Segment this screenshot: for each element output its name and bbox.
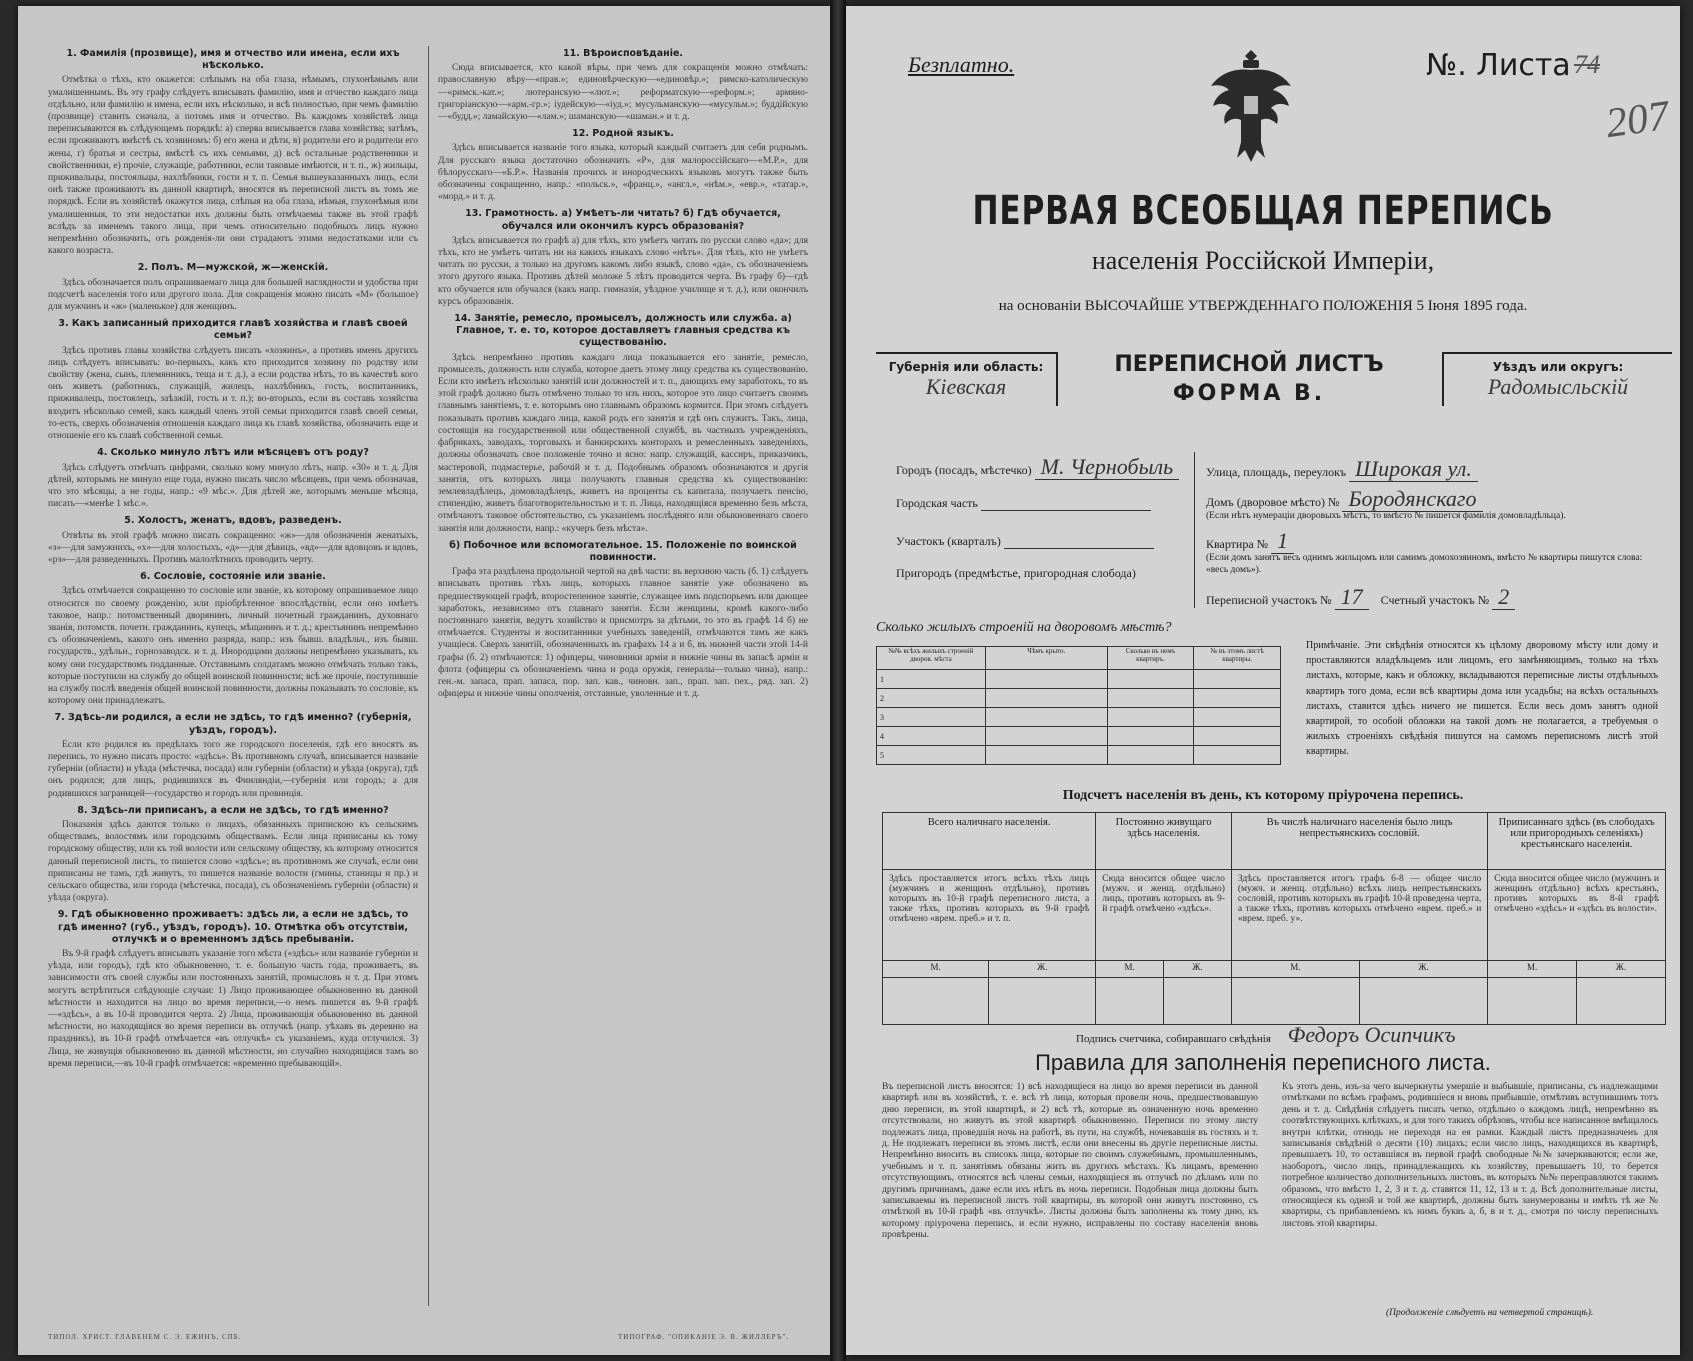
section-heading: 12. Родной языкъ. — [572, 128, 674, 140]
section-heading: б) Побочное или вспомогательное. 15. Положеніе по воинской повинности. — [449, 539, 797, 563]
table-row — [877, 708, 1281, 727]
section-text: Здѣсь вписывается названіе того языка, который каждый считаетъ для себя роднымъ. Для русскаго языка достаточно обозначить «Р», для малороссійскаго—«М.Р.», для бѣлорусскаго—«Б.Р.». Названія прочихъ и инородческихъ языковъ могутъ также быть обозначены сокращенно, напр.: «польск.», «франц.», «англ.», «нѣм.», «евр.», «татар.», «морд.» и т. д. — [438, 143, 808, 203]
house-note: (Если нѣтъ нумераціи дворовыхъ мѣстъ, то вмѣсто № пишется фамилія домовладѣльца). — [1206, 511, 1566, 521]
free-label: Безплатно. — [908, 52, 1015, 77]
section-text: Здѣсь непремѣнно противъ каждаго лица показывается его занятіе, ремесло, промыселъ, должность или служба, которое даетъ этому лицу средства къ существованію. Если кто имѣетъ нѣсколько занятій или должностей и т. п., дающихъ ему заработокъ, то въ этой графѣ должно быть отмѣчено только то изъ нихъ, которое это лицо считаетъ своимъ главнымъ занятіемъ, т. е. которымъ оно главнымъ образомъ кормится. При этомъ слѣдуетъ показывать противъ каждаго лица, какой родъ его занятія и гдѣ онъ служитъ. Такъ, лица, состоящія на государственной или общественной службѣ, въ частныхъ учрежденіяхъ, фабрикахъ, заводахъ, торговыхъ и банкирскихъ конторахъ и ремесленныхъ заведеніяхъ, должны обозначать свое положеніе точно и ясно: напр. служащій, кассиръ, приказчикъ, мастеровой, подмастерье, рабочій и т. д. Подобнымъ образомъ обозначаются и другія занятія, отъ которыхъ лица получаютъ главныя средства къ существованію: землевладѣлецъ, домовладѣлецъ, живетъ на проценты съ капитала, получаетъ пенсію, стипендію, живетъ благотворительностью и т. п. Лица, находящіяся временно безъ мѣста, отмѣчаютъ таковое обстоятельство, съ указаніемъ послѣдняго или обыкновеннаго своего занятія или должности, напр.: «кучеръ безъ мѣста». — [438, 352, 808, 534]
section-text: Сюда вписывается, кто какой вѣры, при чемъ для сокращенія можно отмѣчать: православную вѣру—«прав.»; единовѣрческую—«единовѣр.»; римско-католическую—«римск.-кат.»; лютеранскую—«лют.»; реформатскую—«реформ.»; армяно-григоріанскую—«арм.-гр.»; іудейскую—«іуд.»; мусульманскую—«мусульм.»; буддійскую—«будд.»; ламайскую—«лам.»; шаманскую—«шаман.» и т. д. — [438, 63, 808, 123]
double-headed-eagle-icon — [1201, 46, 1301, 166]
count-col-desc: Здѣсь проставляется итогъ графъ 6-8 — общее число (мужч. и женщ. отдѣльно) всѣхъ лицъ непрестьянскихъ сословій, противъ которыхъ въ графѣ 10-й проведена черта, а также тѣхъ, противъ которыхъ отмѣчено «врем. преб.» и «врем. преб. у». — [1231, 870, 1487, 961]
section-text: Отвѣты въ этой графѣ можно писать сокращенно: «ж»—для обозначенія женатыхъ, «з»—для замужнихъ, «х»—для холостыхъ, «д»—для дѣвицъ, «вд»—для вдовцовъ и вдовъ, «рз»—для разведенныхъ. Противъ малолѣтнихъ проводить черту. — [48, 530, 418, 565]
row-number: 3 — [877, 708, 986, 727]
houses-col-header: № въ этомъ листѣ квартиры. — [1194, 647, 1281, 670]
section-heading: 11. Вѣроисповѣданіе. — [562, 48, 684, 59]
census-area-label: Переписной участокъ № — [1206, 593, 1332, 607]
street-value: Широкая ул. — [1349, 456, 1478, 482]
section-text: Здѣсь отмѣчается сокращенно то сословіе или званіе, къ которому опрашиваемое лицо относится по своему рожденію, или пріобрѣтенное впослѣдствіи, если оно имѣетъ таковое, напр.: потомственный дворянинъ, личный почетный гражданинъ, духовнаго званія, потомств. почетн. гражданинъ, купецъ, мѣщанинъ и т. д.; крестьянинъ непремѣнно съ обозначеніемъ, какого онъ именно разряда, напр.: изъ бывш. владѣльч., изъ бывш. государств., удѣльн., горнозаводск. и т. д. Инородцами должны непремѣнно указывать, къ кому они государствомъ подданные. Отставнымъ солдатамъ можно отмѣчать только такъ, которые поступили на службу до общей воинской повинности; всѣ же прочіе, поступившіе на службу послѣ введенія общей воинской повинности, должны показывать то сословіе, къ которому они принадлежатъ. — [48, 586, 418, 707]
form-header — [876, 352, 1670, 408]
city-part-field — [896, 496, 1151, 511]
count-col-header: Въ числѣ наличнаго населенія было лицъ непрестьянскихъ сословій. — [1231, 813, 1487, 870]
row-number: 1 — [877, 670, 986, 689]
province-value: Кіевская — [925, 374, 1007, 399]
census-area-value: 17 — [1335, 584, 1369, 610]
count-desc-row — [883, 870, 1666, 961]
suburb-field — [896, 566, 1136, 581]
district-label: Уѣздъ или округъ: — [1492, 360, 1624, 374]
section-text: Здѣсь слѣдуетъ отмѣчать цифрами, сколько кому минуло лѣтъ, напр. «30» и т. д. Для дѣтей, которымъ не минуло еще года, нужно писать число мѣсяцевъ, при чемъ обозначая, что это мѣсяцы, а не годы, напр.: «9 мѣс.». Для дѣтей же, которымъ меньше мѣсяца, писать—«менѣе 1 мѣс.». — [48, 462, 418, 510]
section-text: Здѣсь противъ главы хозяйства слѣдуетъ писать «хозяинъ», а противъ именъ другихъ лицъ слѣдуетъ вписывать: во-первыхъ, какъ кто приходится хозяину по родству или свойству (жена, сынъ, племянникъ, теща и т. д.), а если родства нѣтъ, то въ качествѣ кого онъ живетъ (работникъ, служащій, жилецъ, нахлѣбникъ, гость, воспитанникъ, приживалецъ, постоялецъ, заѣзжій, гость и т. п.); во-вторыхъ, если въ составъ хозяйства входитъ нѣсколько семей, какъ каждый членъ этой семьи приходится главѣ своей семьи, то-есть, сверхъ обозначенія отношенія каждаго лица къ главѣ хозяйства, обозначить еще и отношеніе его къ главѣ собственной семьи. — [48, 345, 418, 442]
form-title-line-1: ПЕРЕПИСНОЙ ЛИСТЪ — [1114, 352, 1384, 377]
population-count-title: Подсчетъ населенія въ день, къ которому пріурочена перепись. — [1062, 788, 1464, 803]
houses-col-header: №№ всѣхъ жилыхъ строеній дворов. мѣста — [877, 647, 986, 670]
left-page-instructions — [18, 6, 830, 1355]
row-number: 5 — [877, 746, 986, 765]
column-divider — [428, 46, 429, 1306]
count-sex-row — [883, 961, 1666, 978]
apartment-field — [1206, 528, 1294, 554]
apartment-value: 1 — [1271, 528, 1294, 554]
table-row — [877, 670, 1281, 689]
male-label: М. — [883, 961, 989, 978]
instruction-section — [48, 909, 418, 1070]
row-number: 2 — [877, 689, 986, 708]
city-part-line — [981, 510, 1151, 511]
section-heading: 7. Здѣсь-ли родился, а если не здѣсь, то гдѣ именно? (губернія, уѣздъ, городъ). — [54, 712, 412, 736]
census-legal-basis: на основаніи ВЫСОЧАЙШЕ УТВЕРЖДЕННАГО ПОЛОЖЕНІЯ 5 Іюня 1895 года. — [998, 298, 1528, 314]
houses-col-header: Сколько въ немъ квартиръ. — [1107, 647, 1194, 670]
province-label: Губернія или область: — [888, 360, 1044, 374]
apartment-note: (Если домъ занятъ весь однимъ жильцомъ или самимъ домохозяиномъ, вмѣсто № квартиры пишутся слова: «весь домъ»). — [1206, 553, 1643, 575]
section-text: Отмѣтка о тѣхъ, кто окажется: слѣпымъ на оба глаза, нѣмымъ, глухонѣмымъ или умалишеннымъ. Въ эту графу слѣдуетъ вписывать фамилію, имя и отчество каждаго лица отдѣльно, или фамилію и имена, если ихъ нѣсколько, и всѣ полностью, при чемъ фамилію (прозвище) ставить сначала, а потомъ имя и отчество. Въ каждомъ хозяйствѣ лица переписываются въ слѣдующемъ порядкѣ: а) сперва вписывается глава хозяйства; затѣмъ, если проживаютъ вмѣстѣ съ хозяиномъ: б) его жена и дѣти, в) родители его и родители его жены, г) братья и сестры, вмѣстѣ съ ихъ семьями, д) всѣ остальные родственники и свойственники, е) прочіе, служащіе, работники, если таковые имѣются, и т. п., ж) жильцы, приживальцы, постояльцы, нахлѣбники, гости и т. п. Семья вышеуказанныхъ лицъ, если онѣ также проживаютъ въ данной квартирѣ, вносятся въ переписной листъ въ томъ же порядкѣ. Если въ хозяйствѣ окажутся лица, слѣпыя на оба глаза, нѣмыя, глухонѣмыя или умалишенныя, то эти недостатки ихъ должны быть отмѣчаемы также въ этой графѣ вслѣдъ за именемъ такого лица, при чемъ относительно подобныхъ лицъ нужно непремѣнно обозначить, отъ рожденія-ли они страдаютъ этими недостатками или съ какого возраста. — [48, 75, 418, 257]
house-field — [1206, 486, 1483, 512]
count-col-header: Приписаннаго здѣсь (въ слободахъ или пригородныхъ селеніяхъ) крестьянскаго населенія. — [1488, 813, 1666, 870]
house-value: Бородянскаго — [1342, 486, 1482, 512]
rules-title: Правила для заполненія переписного листа. — [1035, 1050, 1491, 1075]
sheet-number-label: №. Листа — [1426, 48, 1571, 83]
count-area-value: 2 — [1492, 584, 1515, 610]
count-area-label: Счетный участокъ № — [1380, 593, 1490, 607]
section-heading: 13. Грамотность. а) Умѣетъ-ли читать? б) Гдѣ обучается, обучался или окончилъ курсъ образованія? — [465, 208, 781, 232]
district-value: Радомысльскій — [1487, 374, 1629, 399]
section-text: Если кто родился въ предѣлахъ того же городского поселенія, гдѣ его вносятъ въ перепись, то нужно писать просто: «здѣсь». Въ противномъ случаѣ, вписывается названіе губерніи (области) и уѣзда (мѣстечка, посада) или губерніи (области) и уѣзда (округа), гдѣ онъ родился; для лицъ, родившихся въ Финляндіи,—губернія или городъ; а для родившихся заграницей—государство и городъ или провинція. — [48, 739, 418, 799]
male-label: М. — [1231, 961, 1359, 978]
count-col-header: Всего наличнаго населенія. — [883, 813, 1096, 870]
houses-remark: Примѣчаніе. Эти свѣдѣнія относятся къ цѣлому дворовому мѣсту или дому и проставляются владѣльцемъ или лицомъ, его замѣняющимъ, только на тѣхъ листахъ, которые, какъ и обложку, вкладываются переписные листы отдѣльныхъ квартиръ того дома, если всѣ квартиры дома или усадьбы; на всѣхъ остальныхъ листахъ, ставится здѣсь ничего не пишется. Если весь домъ занятъ одной квартирой, то особой обложки на такой домъ не полагается, а требуемыя о жилыхъ строеніяхъ свѣдѣнія пишутся на самомъ переписномъ листѣ этой квартиры. — [1306, 640, 1658, 758]
city-part-label: Городская часть — [896, 496, 978, 510]
form-title-line-2: ФОРМА В. — [1172, 381, 1326, 406]
instructions-column-1 — [48, 46, 418, 1075]
instruction-section — [48, 318, 418, 442]
rules-column-1: Въ переписной листъ вносятся: 1) всѣ находящіеся на лицо во время переписи въ данной квартирѣ или въ хозяйствѣ, т. е. всѣ тѣ лица, которыя провели ночь, предшествовавшую дню переписи, въ этой квартирѣ, и 2) всѣ тѣ, которые въ означенную ночь временно отсутствовали, но живутъ въ этой квартирѣ обыкновенно. Переписи по этому листу подлежатъ лица, проведшія ночь на работѣ, въ пути, на службѣ, ночевавшія въ гостяхъ и т. д. Не подлежатъ переписи въ этомъ листѣ, если они внесены въ другіе переписные листы. Непремѣнно вносить въ списокъ лица, которые по своимъ служебнымъ, промышленнымъ, учебнымъ и т. п. занятіямъ обязаны жить въ другихъ мѣстахъ. Къ лицамъ, временно отсутствующимъ, относятся всѣ члены семьи, находящіеся въ отлучкѣ по дѣламъ или по другимъ причинамъ, даже если ихъ нѣтъ въ ночь переписи. Подобныя лица должны быть записываемы въ переписной листъ той квартиры, въ которой они живутъ постоянно, съ отмѣткой въ 10-й графѣ «въ отлучкѣ». Листы должны быть заполнены къ тому дню, къ которому пріурочена перепись, и если нужно, исправлены по составу населенія вновь провѣрены. — [882, 1082, 1258, 1241]
book-gutter — [830, 0, 846, 1361]
street-field — [1206, 456, 1478, 482]
census-title: ПЕРВАЯ ВСЕОБЩАЯ ПЕРЕПИСЬ — [972, 188, 1554, 234]
female-label: Ж. — [989, 961, 1096, 978]
female-label: Ж. — [1163, 961, 1231, 978]
section-heading: 14. Занятіе, ремесло, промыселъ, должность или служба. а) Главное, т. е. то, которое доставляетъ главныя средства къ существованію. — [454, 313, 792, 349]
section-line — [1004, 548, 1154, 549]
section-heading: 3. Какъ записанный приходится главѣ хозяйства и главѣ своей семьи? — [58, 318, 408, 342]
city-label: Городъ (посадъ, мѣстечко) — [896, 463, 1032, 477]
houses-col-header: Чѣмъ крыто. — [985, 647, 1107, 670]
house-label: Домъ (дворовое мѣсто) № — [1206, 495, 1340, 509]
count-col-desc: Сюда вносится общее число (мужчинъ и женщинъ отдѣльно) всѣхъ крестьянъ, противъ которыхъ въ 8-й графѣ отмѣчено «здѣсь» и «здѣсь въ волости». — [1488, 870, 1666, 961]
section-text: Здѣсь обозначается полъ опрашиваемаго лица для большей наглядности и удобства при подсчетѣ населенія того или другого пола. Для сокращенія можно писать «М» (большое) для мужчинъ и «ж» (маленькое) для женщинъ. — [48, 277, 418, 313]
section-heading: 5. Холостъ, женатъ, вдовъ, разведенъ. — [124, 515, 342, 527]
archive-page-number: 207 — [1603, 92, 1672, 148]
signature-label: Подпись счетчика, собиравшаго свѣдѣнія — [1076, 1033, 1271, 1045]
enumerator-signature — [1076, 1022, 1456, 1048]
printer-footer: ТИПОГРАФ. "ОПИКАНІЕ Э. В. ЖИЛЛЕРЪ". — [618, 1333, 790, 1341]
section-heading: 6. Сословіе, состояніе или званіе. — [140, 571, 326, 583]
instruction-section — [438, 208, 808, 308]
count-col-header: Постоянно живущаго здѣсь населенія. — [1096, 813, 1232, 870]
instruction-section — [48, 515, 418, 566]
instruction-section — [48, 805, 418, 905]
count-header-row — [883, 813, 1666, 870]
instruction-section — [438, 313, 808, 535]
form-title — [1056, 352, 1442, 406]
rules-column-2: Къ этотъ день, изъ-за чего вычеркнуты умершіе и выбывшіе, приписаны, съ надлежащими отмѣтками по всѣмъ графамъ, родившіеся и вновь прибывшіе, отмѣтивъ вступившимъ тотъ день и т. д. Свѣдѣнія слѣдуетъ писать четко, отдѣльно о каждомъ лицѣ, непремѣнно въ соотвѣтствующихъ клѣткахъ, и для того такихъ обрѣзовъ, чтобы все написанное вмѣщалось внутри клѣтки, отнюдь не переходя на ея рамки. Каждый листъ предназначенъ для записыванія свѣдѣній о десяти (10) лицахъ; если число лицъ, находящихся въ квартирѣ, превышаетъ 10, то оставшіяся въ первой графѣ свободные №№ зачеркиваются; если же, наоборотъ, число лицъ, принадлежащихъ къ хозяйству, превышаетъ 10, то берется потребное количество дополнительныхъ листовъ, въ которыхъ №№ переправляются такимъ образомъ, что вмѣсто 1, 2, 3 и т. д. ставятся 11, 12, 13 и т. д. Всѣ дополнительные листы, относящіеся къ одной и той же квартирѣ, должны быть занумерованы и имѣть тѣ же № квартиры, съ прибавленіемъ къ нимъ буквъ а, б, в и т. д., смотря по числу переписныхъ листовъ этой квартиры. — [1282, 1082, 1658, 1229]
section-heading: 1. Фамилія (прозвище), имя и отчество или имена, если ихъ нѣсколько. — [66, 48, 400, 72]
section-heading: 2. Полъ. М—мужской, ж—женскій. — [137, 262, 329, 274]
street-label: Улица, площадь, переулокъ — [1206, 465, 1347, 479]
census-subtitle: населенія Россійской Имперіи, — [1091, 246, 1435, 275]
female-label: Ж. — [1359, 961, 1488, 978]
instructions-column-2 — [438, 46, 808, 705]
section-heading: 8. Здѣсь-ли приписанъ, а если не здѣсь, то гдѣ именно? — [77, 804, 389, 816]
count-values-row — [883, 978, 1666, 1025]
table-row — [877, 689, 1281, 708]
city-value: М. Чернобыль — [1035, 454, 1179, 480]
population-count-table — [882, 812, 1666, 1025]
instruction-section — [48, 712, 418, 799]
section-text: Здѣсь вписывается по графѣ а) для тѣхъ, кто умѣетъ читать по русски слово «да»; для тѣхъ, кто не умѣетъ читать ни на какихъ языкахъ слово «нѣтъ». Для тѣхъ, кто не умѣетъ читать по русски, а только на другомъ какомъ либо языкѣ, слово «да», съ обозначеніемъ этого другого языка. Противъ дѣтей моложе 5 лѣтъ проводится черта. Въ графу б)—гдѣ кто обучается или обучался (какъ напр. гимназія, уѣздное училище и т. д.), или окончилъ курсъ образованія. — [438, 235, 808, 307]
printer-footer: ТИПОЛ. ХРИСТ. ГЛАВЕНЕМ С. Э. ЕЖИНЪ, СПБ. — [48, 1333, 242, 1341]
houses-table — [876, 646, 1281, 765]
female-label: Ж. — [1576, 961, 1665, 978]
instruction-section — [48, 447, 418, 510]
sheet-number-handwritten: 74 — [1574, 50, 1600, 79]
apartment-label: Квартира № — [1206, 537, 1269, 551]
district-box — [1442, 352, 1672, 406]
section-field — [896, 534, 1154, 549]
instruction-section — [48, 571, 418, 707]
count-col-desc: Здѣсь проставляется итогъ всѣхъ тѣхъ лицъ (мужчинъ и женщинъ отдѣльно), противъ которыхъ въ 10-й графѣ переписного листа, а также тѣхъ, противъ которыхъ въ 9-й графѣ отмѣчено «врем. преб.» и т. п. — [883, 870, 1096, 961]
houses-header-row — [877, 647, 1281, 670]
count-col-desc: Сюда вносится общее число (мужч. и женщ. отдѣльно) лицъ, противъ которыхъ въ 9-й графѣ отмѣчено «здѣсь». — [1096, 870, 1232, 961]
section-text: Графа эта раздѣлена продольной чертой на двѣ части: въ верхнюю часть (б. 1) слѣдуетъ вписывать противъ тѣхъ лицъ, которыхъ главное занятіе уже обозначено въ предшествующей графѣ, второстепенное занятіе, служащее имъ подспорьемъ или дающее заработокъ, независимо отъ главнаго занятія. Если женщины, кромѣ какого-либо постояннаго занятія, ведутъ хозяйство и присмотръ за дѣтьми, то это въ графѣ 14 б) не отмѣчается. Студенты и воспитанники учебныхъ заведеній, отмѣчаются тамъ же какъ учащіеся. Сверхъ занятій, обозначенныхъ въ графахъ 14 а и б, въ нижней части этой 14-й графы (б. 2) отмѣчаются: 1) офицеры, чиновники арміи и нижніе чины въ запасѣ арміи и флота (офицеры съ обозначеніемъ чина и рода оружія, генералы—только чина), напр.: ген.-м. запаса, прап. запаса, пор. зап. кав., чиновн. зап., прап. зап. пех., ряд. зап. 2) офицеры и нижніе чины ополченія, отставные, уволенные и т. д. — [438, 567, 808, 700]
male-label: М. — [1488, 961, 1577, 978]
table-row — [877, 727, 1281, 746]
section-heading: 9. Гдѣ обыкновенно проживаетъ: здѣсь ли, а если не здѣсь, то гдѣ именно? (губ., уѣздъ, городъ). 10. Отмѣтка объ отсутствіи, отлучкѣ и о временномъ здѣсь пребываніи. — [57, 909, 409, 945]
section-text: Въ 9-й графѣ слѣдуетъ вписывать указаніе того мѣста («здѣсь» или названіе губерніи и уѣзда, или городъ), гдѣ кто обыкновенно, т. е. большую часть года, проживаетъ, въ зависимости отъ своей службы или постоянныхъ занятій, промысловъ и т. д. При этомъ могутъ встрѣтиться слѣдующіе случаи: 1) Лицо проживающее обыкновенно въ данной мѣстности и находится на лицо во время переписи,—о немъ пишется въ 9-й графѣ—«здѣсь», а въ 10-й проводится черта. 2) Лица, проживающія обыкновенно въ данной мѣстности, но находящіяся во время переписи въ отлучкѣ (напр. уѣхавъ въ деревню на праздникъ), въ 10-й графѣ отмѣчается «въ отлучкѣ» съ указаніемъ, куда отлучился. 3) Лица, не живущія обыкновенно въ данной мѣстности, но случайно находящіяся тамъ во время переписи,—въ 10-й графѣ отмѣчается: «временно пребывающій». — [48, 949, 418, 1069]
section-heading: 4. Сколько минуло лѣтъ или мѣсяцевъ отъ роду? — [97, 447, 369, 459]
suburb-label: Пригородъ (предмѣстье, пригородная слобода) — [896, 566, 1136, 580]
province-box — [876, 352, 1058, 406]
city-field — [896, 454, 1179, 480]
table-row — [877, 746, 1281, 765]
instruction-section — [48, 48, 418, 257]
census-area-field — [1206, 584, 1515, 610]
row-number: 4 — [877, 727, 986, 746]
right-page-census-form — [846, 6, 1680, 1355]
houses-title: Сколько жилыхъ строеній на дворовомъ мѣстѣ? — [876, 620, 1172, 635]
male-label: М. — [1096, 961, 1164, 978]
instruction-section — [48, 262, 418, 313]
section-label: Участокъ (кварталъ) — [896, 534, 1001, 548]
field-divider — [1194, 452, 1195, 608]
rules-continuation: (Продолженіе слѣдуетъ на четвертой страницѣ). — [1386, 1308, 1594, 1318]
instruction-section — [438, 48, 808, 123]
signature-value: Федоръ Осипчикъ — [1287, 1022, 1456, 1047]
instruction-section — [438, 128, 808, 203]
section-text: Показанія здѣсь даются только о лицахъ, обязанныхъ припискою къ сельскимъ обществамъ, волостямъ или городскимъ обществамъ. Если лица приписаны къ тому городскому обществу, или къ той волости или сельскому обществу, къ которому относится данный переписной листъ, то пишется слово «здѣсь»; въ противномъ же случаѣ, если они приписаны не тамъ, гдѣ живутъ, то пишется названіе волости (гмины, станицы и пр.) и сельскаго общества, или города (мѣстечка, посада), съ обозначеніемъ губерніи (области) и уѣзда (округа). — [48, 819, 418, 904]
instruction-section — [438, 540, 808, 701]
